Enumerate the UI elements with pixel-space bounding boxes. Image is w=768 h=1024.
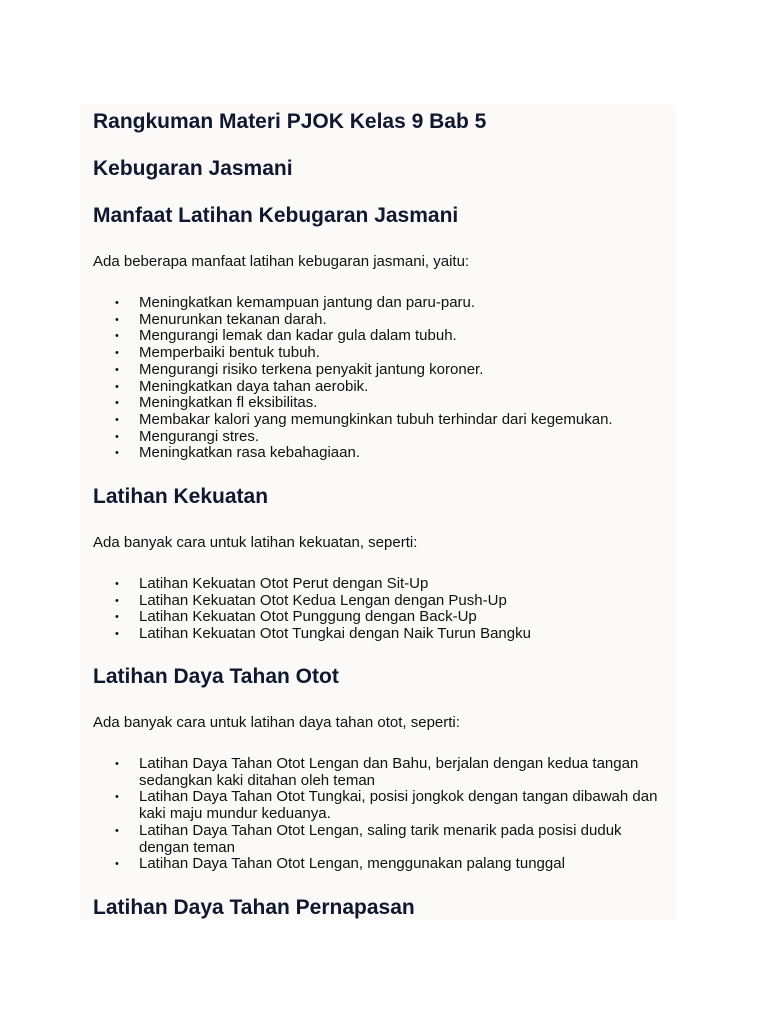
document-title: Rangkuman Materi PJOK Kelas 9 Bab 5 — [93, 110, 487, 133]
list-item — [93, 362, 673, 379]
bullet-icon: • — [115, 628, 119, 641]
list-item — [93, 295, 673, 312]
bullet-icon: • — [115, 611, 119, 624]
list-item-text: Latihan Kekuatan Otot Tungkai dengan Naik Turun Bangku — [139, 625, 531, 643]
bullet-icon: • — [115, 578, 119, 590]
bullet-icon: • — [115, 313, 119, 326]
list-item — [93, 395, 673, 412]
list-item — [93, 345, 673, 362]
bullet-icon: • — [115, 330, 119, 343]
bullet-icon: • — [115, 430, 119, 443]
list-item-text: Latihan Daya Tahan Otot Lengan, saling tarik menarik pada posisi duduk dengan teman — [139, 821, 622, 856]
section-heading-kekuatan: Latihan Kekuatan — [93, 485, 269, 508]
bullet-icon: • — [115, 347, 119, 360]
section-intro-daya-tahan-otot: Ada banyak cara untuk latihan daya tahan otot, seperti: — [93, 714, 460, 731]
bullet-icon: • — [115, 758, 119, 770]
list-item — [93, 593, 673, 610]
bullet-icon: • — [115, 363, 119, 376]
list-item — [93, 379, 673, 396]
list-item — [93, 626, 673, 643]
bullet-icon: • — [115, 380, 119, 393]
list-item-text: Latihan Kekuatan Otot Perut dengan Sit-Up — [139, 575, 429, 592]
list-item — [93, 429, 673, 446]
list-item — [93, 856, 673, 873]
list-item-text: Meningkatkan rasa kebahagiaan. — [139, 444, 360, 462]
list-item-text: Meningkatkan daya tahan aerobik. — [139, 377, 369, 395]
list-item — [93, 609, 673, 626]
list-item-text: Mengurangi lemak dan kadar gula dalam tubuh. — [139, 327, 457, 345]
section-heading-manfaat: Manfaat Latihan Kebugaran Jasmani — [93, 204, 459, 227]
bullet-icon: • — [115, 791, 119, 804]
bullet-icon: • — [115, 413, 119, 426]
list-item-text: Latihan Daya Tahan Otot Lengan dan Bahu, berjalan dengan kedua tangan sedangkan kaki ditahan oleh teman — [139, 755, 639, 789]
list-item — [93, 328, 673, 345]
section-heading-daya-tahan-pernapasan: Latihan Daya Tahan Pernapasan — [93, 896, 415, 919]
list-item-text: Meningkatkan kemampuan jantung dan paru-paru. — [139, 294, 476, 311]
section-intro-kekuatan: Ada banyak cara untuk latihan kekuatan, seperti: — [93, 534, 418, 551]
list-item — [93, 576, 673, 593]
list-item-text: Membakar kalori yang memungkinkan tubuh terhindar dari kegemukan. — [139, 410, 613, 428]
list-item-text: Latihan Kekuatan Otot Kedua Lengan dengan Push-Up — [139, 591, 507, 609]
list-daya-tahan-otot — [93, 756, 673, 873]
list-kekuatan — [93, 576, 673, 643]
list-item-text: Meningkatkan fl eksibilitas. — [139, 394, 318, 412]
list-item — [93, 756, 673, 789]
list-item-text: Menurunkan tekanan darah. — [139, 310, 327, 328]
bullet-icon: • — [115, 397, 119, 410]
section-intro-manfaat: Ada beberapa manfaat latihan kebugaran jasmani, yaitu: — [93, 253, 470, 270]
bullet-icon: • — [115, 824, 119, 837]
bullet-icon: • — [115, 447, 119, 460]
list-item — [93, 445, 673, 462]
bullet-icon: • — [115, 594, 119, 607]
list-item-text: Memperbaiki bentuk tubuh. — [139, 344, 320, 362]
list-item — [93, 789, 673, 822]
list-item-text: Latihan Daya Tahan Otot Lengan, menggunakan palang tunggal — [139, 855, 565, 873]
list-item — [93, 412, 673, 429]
section-heading-daya-tahan-otot: Latihan Daya Tahan Otot — [93, 665, 339, 688]
list-item-text: Latihan Daya Tahan Otot Tungkai, posisi jongkok dengan tangan dibawah dan kaki maju mundur keduanya. — [139, 788, 658, 823]
list-item — [93, 823, 673, 856]
bullet-icon: • — [115, 297, 119, 309]
list-item-text: Latihan Kekuatan Otot Punggung dengan Back-Up — [139, 608, 477, 626]
bullet-icon: • — [115, 858, 119, 871]
list-item-text: Mengurangi stres. — [139, 427, 260, 445]
list-manfaat — [93, 295, 673, 462]
list-item — [93, 312, 673, 329]
list-item-text: Mengurangi risiko terkena penyakit jantung koroner. — [139, 360, 484, 378]
document-subtitle: Kebugaran Jasmani — [93, 157, 293, 180]
